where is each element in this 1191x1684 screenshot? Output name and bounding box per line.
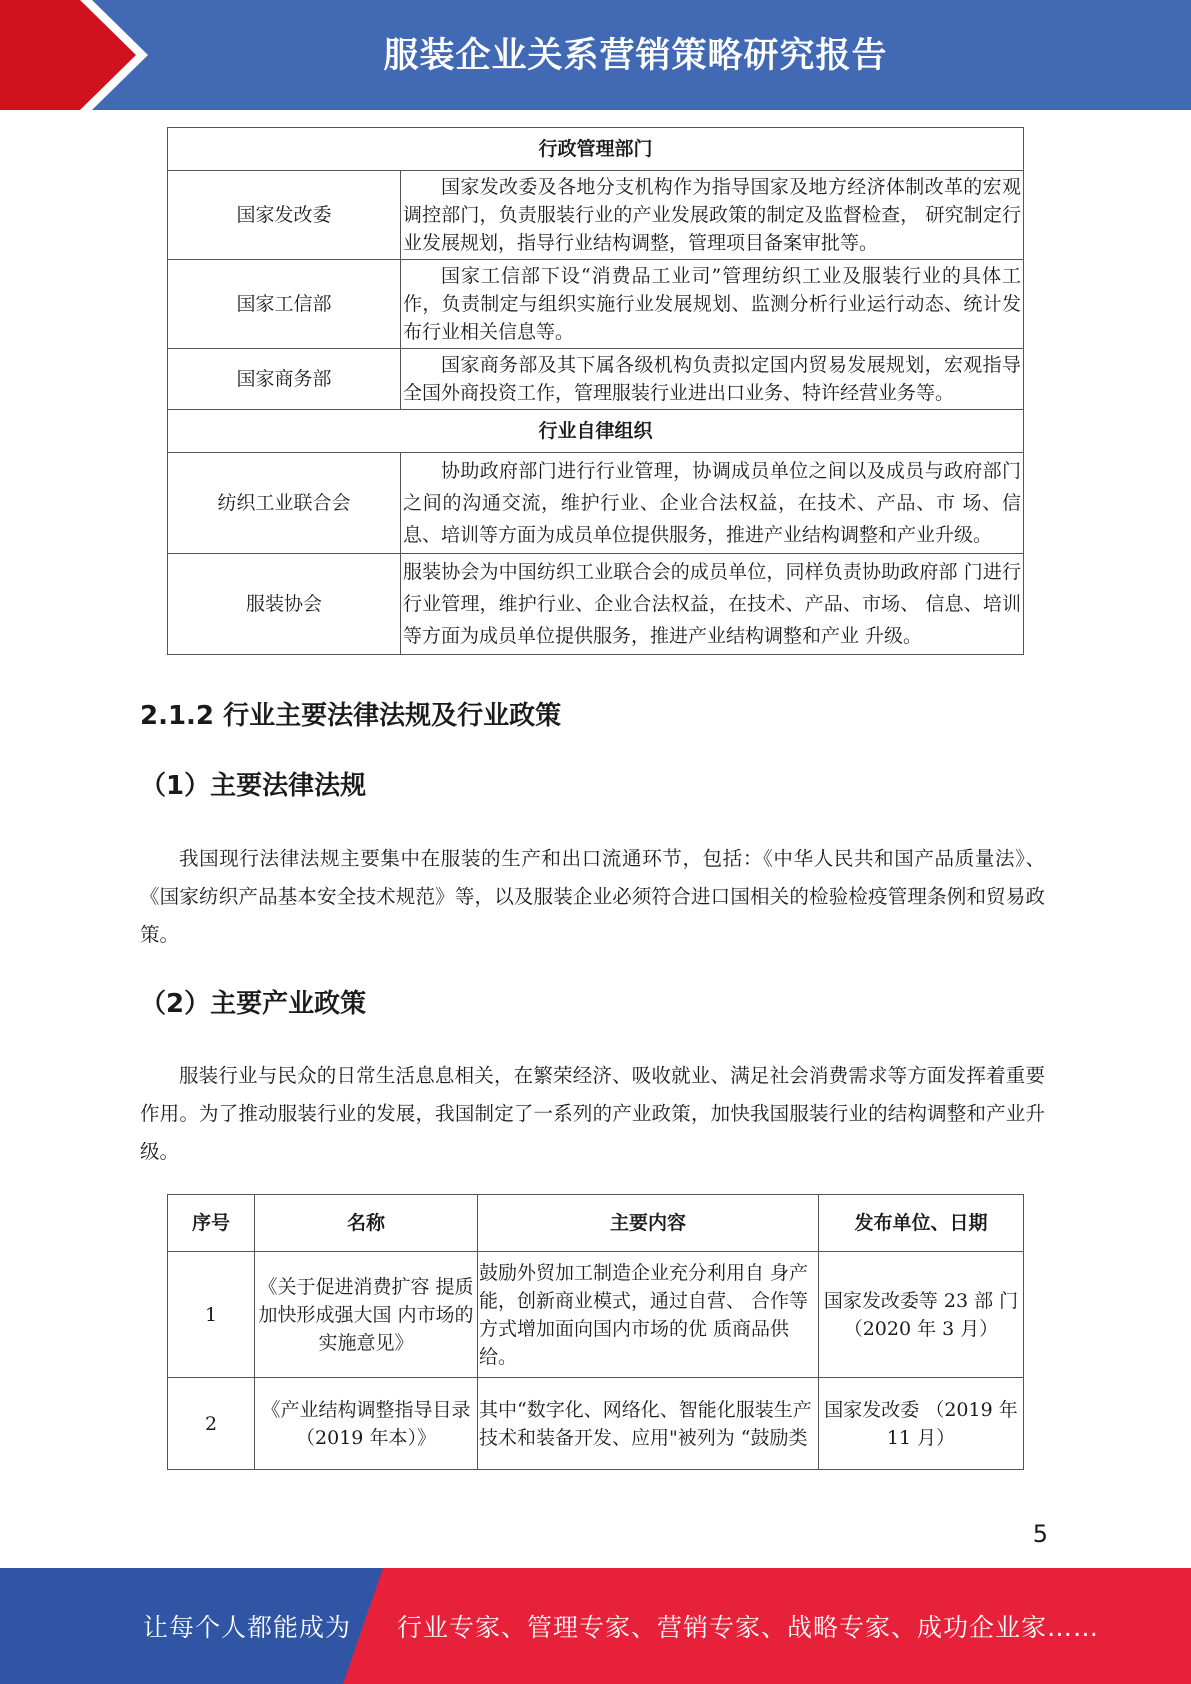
subsection-heading-laws: （1）主要法律法规 [140,771,367,801]
page-footer [0,1568,1191,1684]
report-title: 服装企业关系营销策略研究报告 [383,36,888,76]
table-row [168,453,1024,554]
policy-name: 《关于促进消费扩容 提质加快形成强大国 内市场的实施意见》 [255,1252,478,1378]
column-header: 序号 [168,1195,255,1252]
org-name: 纺织工业联合会 [168,453,401,554]
table-section-row [168,410,1024,453]
column-header: 名称 [255,1195,478,1252]
table-row [168,1252,1024,1378]
section-title: 行业自律组织 [168,410,1024,453]
org-name: 服装协会 [168,554,401,655]
table-row [168,554,1024,655]
table-row [168,1378,1024,1470]
footer-slogan-right: 行业专家、管理专家、营销专家、战略专家、成功企业家…… [397,1613,1100,1642]
org-desc: 协助政府部门进行行业管理，协调成员单位之间以及成员与政府部门之间的沟通交流，维护行业、企业合法权益，在技术、产品、市 场、信息、培训等方面为成员单位提供服务，推进产业结构调整和产业升级。 [401,453,1024,554]
footer-slogan-left: 让每个人都能成为 [143,1613,352,1642]
table-header-row [168,1195,1024,1252]
policy-no: 2 [168,1378,255,1470]
column-header: 主要内容 [478,1195,819,1252]
org-desc: 国家工信部下设“消费品工业司”管理纺织工业及服装行业的具体工作，负责制定与组织实施行业发展规划、监测分析行业运行动态、统计发布行业相关信息等。 [401,260,1024,349]
policy-issuer: 国家发改委 （2019 年 11 月） [819,1378,1024,1470]
table-row [168,349,1024,410]
policy-issuer: 国家发改委等 23 部 门（2020 年 3 月） [819,1252,1024,1378]
laws-paragraph: 我国现行法律法规主要集中在服装的生产和出口流通环节，包括：《中华人民共和国产品质量法》、《国家纺织产品基本安全技术规范》等，以及服装企业必须符合进口国相关的检验检疫管理条例和贸易政策。 [140,847,1045,946]
column-header: 发布单位、日期 [819,1195,1024,1252]
policy-table [167,1194,1024,1470]
section-heading: 2.1.2 行业主要法律法规及行业政策 [140,701,562,731]
policy-content: 其中“数字化、网络化、智能化服装生产技术和装备开发、应用"被列为 “鼓励类 [478,1378,819,1470]
policy-name: 《产业结构调整指导目录（2019 年本）》 [255,1378,478,1470]
table-section-row [168,128,1024,171]
table-row [168,171,1024,260]
org-name: 国家商务部 [168,349,401,410]
subsection-heading-policies: （2）主要产业政策 [140,989,367,1019]
org-name: 国家发改委 [168,171,401,260]
policy-content: 鼓励外贸加工制造企业充分利用自 身产能，创新商业模式，通过自营、 合作等方式增加面向国内市场的优 质商品供给。 [478,1252,819,1378]
regulator-table [167,127,1024,655]
page-header [0,0,1191,110]
page-number: 5 [1032,1520,1048,1548]
org-name: 国家工信部 [168,260,401,349]
org-desc: 国家商务部及其下属各级机构负责拟定国内贸易发展规划，宏观指导全国外商投资工作，管理服装行业进出口业务、特许经营业务等。 [401,349,1024,410]
policy-no: 1 [168,1252,255,1378]
org-desc: 国家发改委及各地分支机构作为指导国家及地方经济体制改革的宏观调控部门，负责服装行业的产业发展政策的制定及监督检查， 研究制定行业发展规划，指导行业结构调整，管理项目备案审批等。 [401,171,1024,260]
org-desc: 服装协会为中国纺织工业联合会的成员单位，同样负责协助政府部 门进行行业管理，维护行业、企业合法权益，在技术、产品、市场、 信息、培训等方面为成员单位提供服务，推进产业结构调整和产业 升级。 [401,554,1024,655]
section-title: 行政管理部门 [168,128,1024,171]
table-row [168,260,1024,349]
policies-paragraph: 服装行业与民众的日常生活息息相关，在繁荣经济、吸收就业、满足社会消费需求等方面发挥着重要作用。为了推动服装行业的发展，我国制定了一系列的产业政策，加快我国服装行业的结构调整和产业升级。 [140,1064,1045,1163]
